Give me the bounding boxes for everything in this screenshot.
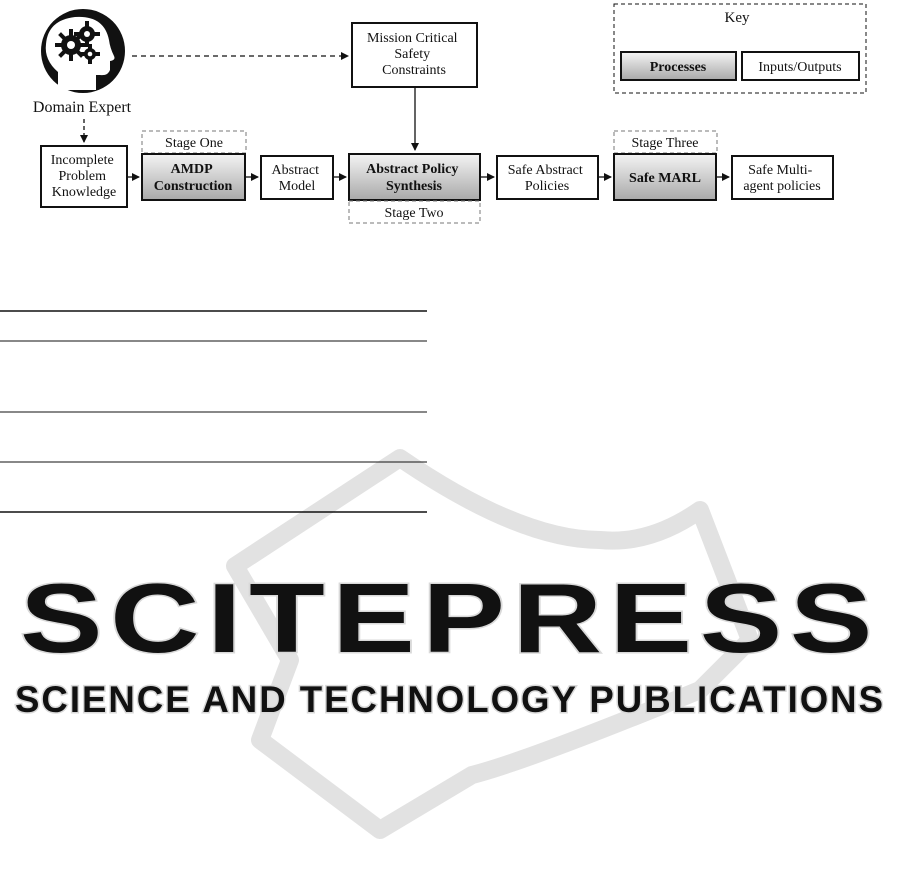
stage-three-label: Stage Three xyxy=(631,136,699,151)
domain-expert-actor xyxy=(33,9,132,116)
mission-constraints-line-3: Constraints xyxy=(382,63,446,78)
safe-abstract-line-1: Safe Abstract xyxy=(507,163,583,178)
stage-three-group xyxy=(614,131,717,200)
legend-key xyxy=(614,4,866,93)
legend-io-label: Inputs/Outputs xyxy=(758,60,842,75)
node-mission-constraints xyxy=(352,23,477,87)
synthesis-line-1: Abstract Policy xyxy=(366,162,459,177)
legend-process-label: Processes xyxy=(649,60,707,75)
domain-expert-label: Domain Expert xyxy=(32,99,132,116)
synthesis-line-2: Synthesis xyxy=(385,179,443,194)
incomplete-knowledge-line-2: Problem xyxy=(58,169,106,184)
amdp-line-1: AMDP xyxy=(170,162,212,177)
safe-abstract-line-2: Policies xyxy=(524,179,570,194)
watermark-subtitle: SCIENCE AND TECHNOLOGY PUBLICATIONS xyxy=(15,679,885,720)
multiagent-line-1: Safe Multi- xyxy=(748,163,813,178)
node-incomplete-knowledge xyxy=(41,146,127,207)
node-safe-multiagent-policies xyxy=(732,156,833,199)
abstract-model-line-1: Abstract xyxy=(271,163,319,178)
stage-one-label: Stage One xyxy=(165,136,223,151)
multiagent-line-2: agent policies xyxy=(743,179,821,194)
node-abstract-model xyxy=(261,156,333,199)
incomplete-knowledge-line-1: Incomplete xyxy=(50,153,114,168)
safe-marl-label: Safe MARL xyxy=(629,171,701,186)
stage-two-group xyxy=(349,154,480,223)
publisher-watermark xyxy=(15,458,885,830)
mission-constraints-line-2: Safety xyxy=(394,47,431,62)
stage-one-group xyxy=(142,131,246,200)
svg-text:Abstract Model xyxy=(272,163,323,194)
node-safe-abstract-policies xyxy=(497,156,598,199)
abstract-model-line-2: Model xyxy=(278,179,316,194)
mission-constraints-line-1: Mission Critical xyxy=(366,31,458,46)
svg-text:Safe Multi- agent polici xyxy=(743,163,820,194)
stage-two-label: Stage Two xyxy=(384,206,444,221)
incomplete-knowledge-line-3: Knowledge xyxy=(51,185,117,200)
head-with-gears-icon xyxy=(41,9,125,93)
amdp-line-2: Construction xyxy=(153,179,233,194)
legend-title: Key xyxy=(724,10,750,26)
svg-text:Incomplete Problem xyxy=(51,153,117,200)
watermark-title: SCITEPRESS xyxy=(20,563,880,673)
